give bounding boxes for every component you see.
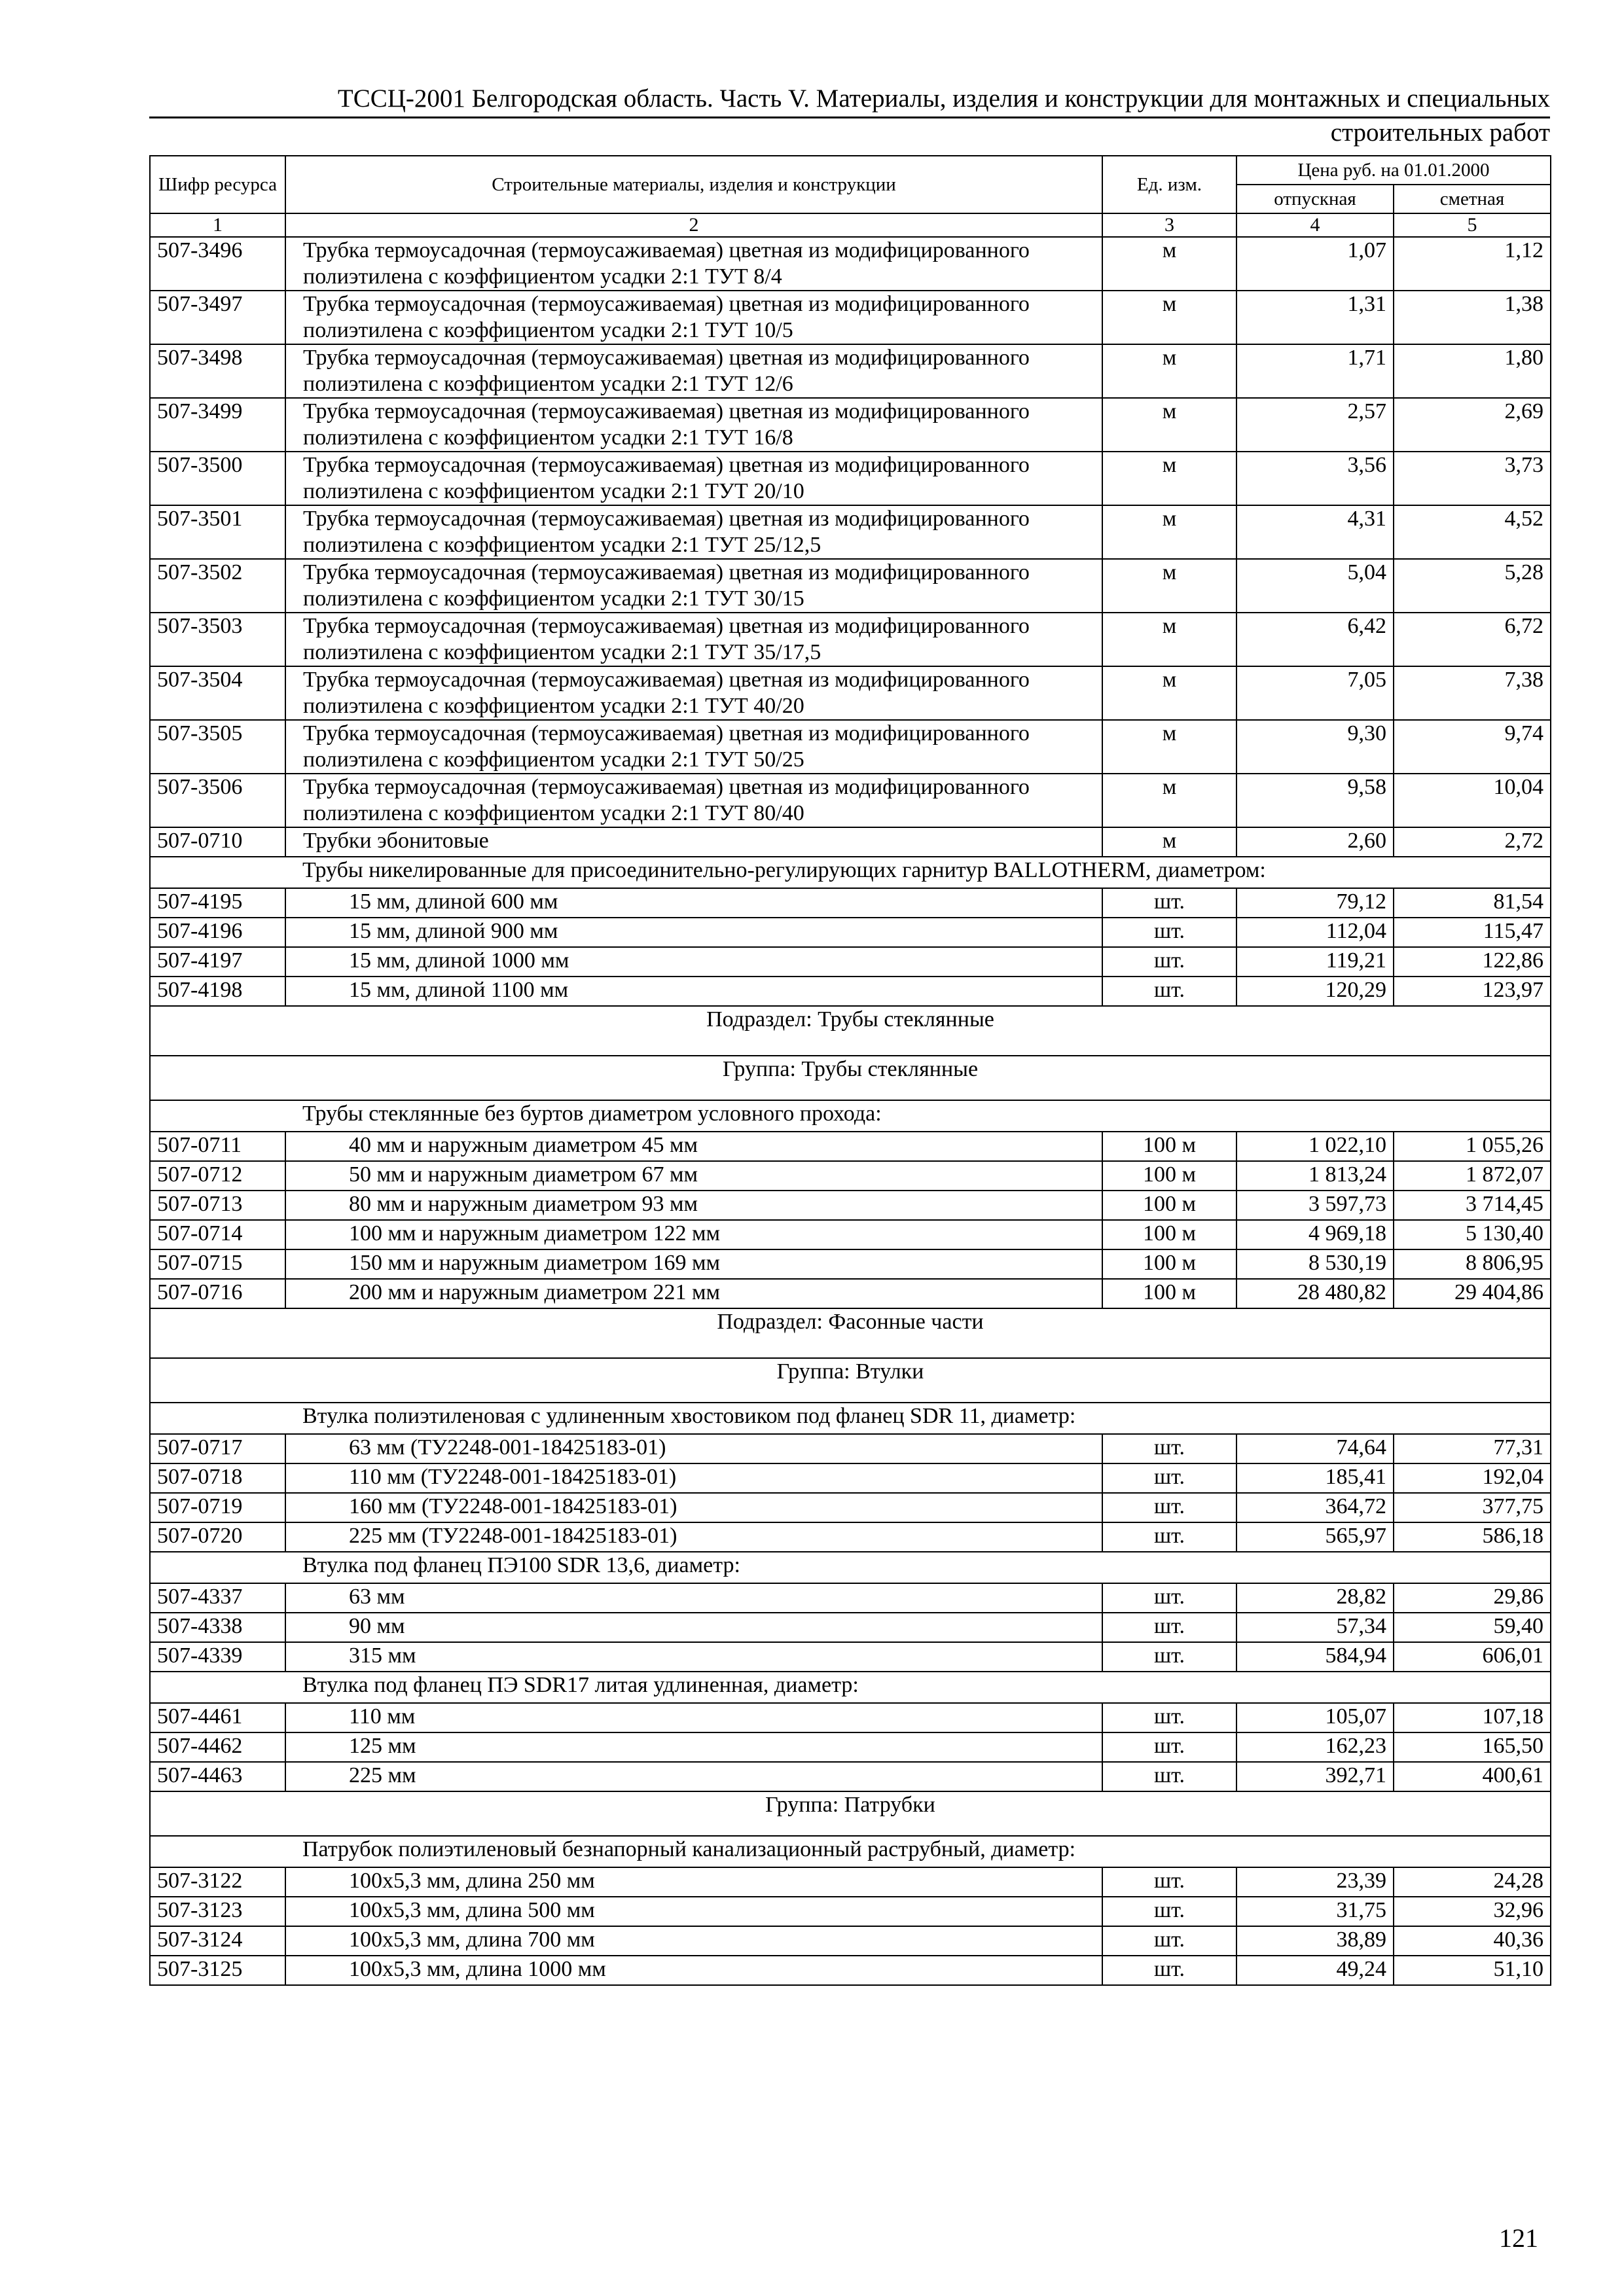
price-table-body (150, 237, 1551, 1985)
material-name: 160 мм (ТУ2248-001-18425183-01) (285, 1493, 1102, 1522)
subgroup-title: Патрубок полиэтиленовый безнапорный канализационный раструбный, диаметр: (150, 1836, 1551, 1867)
material-name: Трубка термоусадочная (термоусаживаемая) цветная из модифицированного полиэтилена с коэффициентом усадки 2:1 ТУТ 8/4 (285, 237, 1102, 291)
estimate-price: 192,04 (1394, 1463, 1551, 1493)
unit-of-measure: м (1102, 344, 1236, 398)
unit-of-measure: шт. (1102, 1897, 1236, 1926)
resource-code: 507-0716 (150, 1279, 285, 1308)
release-price: 565,97 (1236, 1522, 1394, 1552)
estimate-price: 165,50 (1394, 1732, 1551, 1762)
unit-of-measure: м (1102, 398, 1236, 452)
resource-code: 507-0719 (150, 1493, 285, 1522)
table-row (150, 452, 1551, 505)
resource-code: 507-0712 (150, 1161, 285, 1191)
table-row (150, 1249, 1551, 1279)
unit-of-measure: 100 м (1102, 1249, 1236, 1279)
material-name: 110 мм (285, 1703, 1102, 1732)
release-price: 28,82 (1236, 1583, 1394, 1613)
release-price: 9,30 (1236, 720, 1394, 774)
resource-code: 507-3503 (150, 613, 285, 666)
material-name: 63 мм (285, 1583, 1102, 1613)
release-price: 105,07 (1236, 1703, 1394, 1732)
resource-code: 507-3499 (150, 398, 285, 452)
table-row (150, 1762, 1551, 1791)
release-price: 1 813,24 (1236, 1161, 1394, 1191)
price-table (149, 155, 1551, 1986)
resource-code: 507-3506 (150, 774, 285, 827)
material-name: 100х5,3 мм, длина 1000 мм (285, 1956, 1102, 1985)
table-row (150, 1434, 1551, 1463)
table-row (150, 1703, 1551, 1732)
table-row (150, 505, 1551, 559)
estimate-price: 1,12 (1394, 237, 1551, 291)
estimate-price: 1,38 (1394, 291, 1551, 344)
release-price: 1,71 (1236, 344, 1394, 398)
estimate-price: 9,74 (1394, 720, 1551, 774)
resource-code: 507-4198 (150, 977, 285, 1006)
table-row (150, 291, 1551, 344)
unit-of-measure: 100 м (1102, 1132, 1236, 1161)
table-row (150, 827, 1551, 857)
table-row (150, 977, 1551, 1006)
resource-code: 507-0713 (150, 1191, 285, 1220)
unit-of-measure: м (1102, 720, 1236, 774)
table-row (150, 1463, 1551, 1493)
material-name: Трубка термоусадочная (термоусаживаемая) цветная из модифицированного полиэтилена с коэффициентом усадки 2:1 ТУТ 50/25 (285, 720, 1102, 774)
material-name: Трубка термоусадочная (термоусаживаемая) цветная из модифицированного полиэтилена с коэффициентом усадки 2:1 ТУТ 80/40 (285, 774, 1102, 827)
group-title: Группа: Втулки (150, 1358, 1551, 1403)
estimate-price: 6,72 (1394, 613, 1551, 666)
col-header-code: Шифр ресурса (150, 156, 285, 213)
resource-code: 507-3501 (150, 505, 285, 559)
resource-code: 507-3497 (150, 291, 285, 344)
table-row (150, 1220, 1551, 1249)
estimate-price: 2,69 (1394, 398, 1551, 452)
table-row (150, 237, 1551, 291)
subsection-row (150, 1308, 1551, 1358)
release-price: 8 530,19 (1236, 1249, 1394, 1279)
material-name: 90 мм (285, 1613, 1102, 1642)
estimate-price: 40,36 (1394, 1926, 1551, 1956)
release-price: 6,42 (1236, 613, 1394, 666)
unit-of-measure: м (1102, 613, 1236, 666)
unit-of-measure: 100 м (1102, 1279, 1236, 1308)
group-title: Группа: Трубы стеклянные (150, 1056, 1551, 1100)
table-row (150, 1867, 1551, 1897)
release-price: 119,21 (1236, 947, 1394, 977)
resource-code: 507-0717 (150, 1434, 285, 1463)
unit-of-measure: шт. (1102, 918, 1236, 947)
unit-of-measure: 100 м (1102, 1191, 1236, 1220)
estimate-price: 81,54 (1394, 888, 1551, 918)
release-price: 2,57 (1236, 398, 1394, 452)
estimate-price: 3 714,45 (1394, 1191, 1551, 1220)
group-row (150, 1056, 1551, 1100)
material-name: 100х5,3 мм, длина 700 мм (285, 1926, 1102, 1956)
resource-code: 507-0710 (150, 827, 285, 857)
table-row (150, 344, 1551, 398)
col-number: 4 (1236, 213, 1394, 237)
unit-of-measure: шт. (1102, 1493, 1236, 1522)
table-row (150, 1191, 1551, 1220)
estimate-price: 32,96 (1394, 1897, 1551, 1926)
release-price: 28 480,82 (1236, 1279, 1394, 1308)
estimate-price: 400,61 (1394, 1762, 1551, 1791)
table-row (150, 1613, 1551, 1642)
resource-code: 507-3496 (150, 237, 285, 291)
resource-code: 507-3123 (150, 1897, 285, 1926)
material-name: 100х5,3 мм, длина 500 мм (285, 1897, 1102, 1926)
material-name: Трубка термоусадочная (термоусаживаемая) цветная из модифицированного полиэтилена с коэффициентом усадки 2:1 ТУТ 20/10 (285, 452, 1102, 505)
material-name: Трубка термоусадочная (термоусаживаемая) цветная из модифицированного полиэтилена с коэффициентом усадки 2:1 ТУТ 12/6 (285, 344, 1102, 398)
table-row (150, 947, 1551, 977)
release-price: 1,07 (1236, 237, 1394, 291)
col-number-row (150, 213, 1551, 237)
table-row (150, 1161, 1551, 1191)
resource-code: 507-0714 (150, 1220, 285, 1249)
release-price: 7,05 (1236, 666, 1394, 720)
col-header-name: Строительные материалы, изделия и конструкции (285, 156, 1102, 213)
unit-of-measure: м (1102, 774, 1236, 827)
table-row (150, 1732, 1551, 1762)
release-price: 57,34 (1236, 1613, 1394, 1642)
unit-of-measure: шт. (1102, 1732, 1236, 1762)
table-row (150, 888, 1551, 918)
material-name: 80 мм и наружным диаметром 93 мм (285, 1191, 1102, 1220)
unit-of-measure: шт. (1102, 947, 1236, 977)
resource-code: 507-4197 (150, 947, 285, 977)
material-name: 15 мм, длиной 900 мм (285, 918, 1102, 947)
resource-code: 507-3505 (150, 720, 285, 774)
unit-of-measure: шт. (1102, 1867, 1236, 1897)
unit-of-measure: м (1102, 666, 1236, 720)
estimate-price: 29,86 (1394, 1583, 1551, 1613)
estimate-price: 1 055,26 (1394, 1132, 1551, 1161)
release-price: 3,56 (1236, 452, 1394, 505)
document-header-title: ТССЦ-2001 Белгородская область. Часть V. Материалы, изделия и конструкции для монтажных и специальных (337, 84, 1550, 113)
table-row (150, 1583, 1551, 1613)
col-header-price-group: Цена руб. на 01.01.2000 (1236, 156, 1551, 185)
unit-of-measure: шт. (1102, 1762, 1236, 1791)
table-row (150, 1897, 1551, 1926)
resource-code: 507-4463 (150, 1762, 285, 1791)
material-name: 50 мм и наружным диаметром 67 мм (285, 1161, 1102, 1191)
release-price: 2,60 (1236, 827, 1394, 857)
material-name: Трубка термоусадочная (термоусаживаемая) цветная из модифицированного полиэтилена с коэффициентом усадки 2:1 ТУТ 10/5 (285, 291, 1102, 344)
table-row (150, 720, 1551, 774)
material-name: 110 мм (ТУ2248-001-18425183-01) (285, 1463, 1102, 1493)
release-price: 120,29 (1236, 977, 1394, 1006)
estimate-price: 107,18 (1394, 1703, 1551, 1732)
resource-code: 507-4196 (150, 918, 285, 947)
material-name: 315 мм (285, 1642, 1102, 1672)
unit-of-measure: м (1102, 237, 1236, 291)
material-name: Трубка термоусадочная (термоусаживаемая) цветная из модифицированного полиэтилена с коэффициентом усадки 2:1 ТУТ 16/8 (285, 398, 1102, 452)
unit-of-measure: шт. (1102, 1522, 1236, 1552)
estimate-price: 5,28 (1394, 559, 1551, 613)
col-number: 3 (1102, 213, 1236, 237)
release-price: 185,41 (1236, 1463, 1394, 1493)
release-price: 9,58 (1236, 774, 1394, 827)
resource-code: 507-3502 (150, 559, 285, 613)
material-name: 200 мм и наружным диаметром 221 мм (285, 1279, 1102, 1308)
unit-of-measure: м (1102, 291, 1236, 344)
unit-of-measure: шт. (1102, 1642, 1236, 1672)
material-name: Трубка термоусадочная (термоусаживаемая) цветная из модифицированного полиэтилена с коэффициентом усадки 2:1 ТУТ 40/20 (285, 666, 1102, 720)
col-header-estimate-price: сметная (1394, 185, 1551, 213)
unit-of-measure: 100 м (1102, 1161, 1236, 1191)
estimate-price: 5 130,40 (1394, 1220, 1551, 1249)
unit-of-measure: м (1102, 559, 1236, 613)
col-number: 5 (1394, 213, 1551, 237)
estimate-price: 4,52 (1394, 505, 1551, 559)
estimate-price: 77,31 (1394, 1434, 1551, 1463)
release-price: 112,04 (1236, 918, 1394, 947)
unit-of-measure: шт. (1102, 1703, 1236, 1732)
subgroup-row (150, 1552, 1551, 1583)
material-name: Трубка термоусадочная (термоусаживаемая) цветная из модифицированного полиэтилена с коэффициентом усадки 2:1 ТУТ 35/17,5 (285, 613, 1102, 666)
material-name: Трубки эбонитовые (285, 827, 1102, 857)
material-name: 63 мм (ТУ2248-001-18425183-01) (285, 1434, 1102, 1463)
group-row (150, 1358, 1551, 1403)
estimate-price: 24,28 (1394, 1867, 1551, 1897)
table-row (150, 1926, 1551, 1956)
release-price: 364,72 (1236, 1493, 1394, 1522)
release-price: 392,71 (1236, 1762, 1394, 1791)
estimate-price: 3,73 (1394, 452, 1551, 505)
unit-of-measure: м (1102, 505, 1236, 559)
estimate-price: 2,72 (1394, 827, 1551, 857)
resource-code: 507-0715 (150, 1249, 285, 1279)
table-row (150, 1279, 1551, 1308)
estimate-price: 122,86 (1394, 947, 1551, 977)
material-name: Трубка термоусадочная (термоусаживаемая) цветная из модифицированного полиэтилена с коэффициентом усадки 2:1 ТУТ 25/12,5 (285, 505, 1102, 559)
material-name: Трубка термоусадочная (термоусаживаемая) цветная из модифицированного полиэтилена с коэффициентом усадки 2:1 ТУТ 30/15 (285, 559, 1102, 613)
unit-of-measure: шт. (1102, 1956, 1236, 1985)
unit-of-measure: шт. (1102, 1463, 1236, 1493)
estimate-price: 586,18 (1394, 1522, 1551, 1552)
resource-code: 507-4461 (150, 1703, 285, 1732)
subgroup-title: Трубы стеклянные без буртов диаметром условного прохода: (150, 1100, 1551, 1132)
estimate-price: 1,80 (1394, 344, 1551, 398)
release-price: 1 022,10 (1236, 1132, 1394, 1161)
resource-code: 507-3498 (150, 344, 285, 398)
subgroup-row (150, 1672, 1551, 1703)
material-name: 15 мм, длиной 1000 мм (285, 947, 1102, 977)
unit-of-measure: м (1102, 827, 1236, 857)
resource-code: 507-4195 (150, 888, 285, 918)
estimate-price: 115,47 (1394, 918, 1551, 947)
unit-of-measure: шт. (1102, 1926, 1236, 1956)
resource-code: 507-0720 (150, 1522, 285, 1552)
resource-code: 507-3125 (150, 1956, 285, 1985)
resource-code: 507-4338 (150, 1613, 285, 1642)
material-name: 15 мм, длиной 600 мм (285, 888, 1102, 918)
estimate-price: 7,38 (1394, 666, 1551, 720)
unit-of-measure: шт. (1102, 1583, 1236, 1613)
table-row (150, 1132, 1551, 1161)
col-number: 1 (150, 213, 285, 237)
estimate-price: 606,01 (1394, 1642, 1551, 1672)
group-row (150, 1791, 1551, 1836)
unit-of-measure: шт. (1102, 888, 1236, 918)
subsection-title: Подраздел: Фасонные части (150, 1308, 1551, 1358)
group-title: Группа: Патрубки (150, 1791, 1551, 1836)
release-price: 74,64 (1236, 1434, 1394, 1463)
material-name: 15 мм, длиной 1100 мм (285, 977, 1102, 1006)
table-row (150, 1493, 1551, 1522)
document-header-subtitle: строительных работ (1330, 118, 1550, 147)
release-price: 584,94 (1236, 1642, 1394, 1672)
material-name: 100х5,3 мм, длина 250 мм (285, 1867, 1102, 1897)
material-name: 125 мм (285, 1732, 1102, 1762)
estimate-price: 51,10 (1394, 1956, 1551, 1985)
release-price: 5,04 (1236, 559, 1394, 613)
table-row (150, 918, 1551, 947)
table-row (150, 1522, 1551, 1552)
table-row (150, 1642, 1551, 1672)
release-price: 162,23 (1236, 1732, 1394, 1762)
resource-code: 507-4462 (150, 1732, 285, 1762)
release-price: 23,39 (1236, 1867, 1394, 1897)
table-row (150, 398, 1551, 452)
subgroup-title: Втулка под фланец ПЭ SDR17 литая удлиненная, диаметр: (150, 1672, 1551, 1703)
subgroup-row (150, 1836, 1551, 1867)
estimate-price: 10,04 (1394, 774, 1551, 827)
subgroup-row (150, 857, 1551, 888)
resource-code: 507-4337 (150, 1583, 285, 1613)
page-number: 121 (1499, 2223, 1538, 2253)
material-name: 40 мм и наружным диаметром 45 мм (285, 1132, 1102, 1161)
estimate-price: 123,97 (1394, 977, 1551, 1006)
resource-code: 507-0718 (150, 1463, 285, 1493)
subsection-row (150, 1006, 1551, 1056)
release-price: 4 969,18 (1236, 1220, 1394, 1249)
estimate-price: 8 806,95 (1394, 1249, 1551, 1279)
subgroup-title: Втулка полиэтиленовая с удлиненным хвостовиком под фланец SDR 11, диаметр: (150, 1403, 1551, 1434)
resource-code: 507-4339 (150, 1642, 285, 1672)
material-name: 150 мм и наружным диаметром 169 мм (285, 1249, 1102, 1279)
subgroup-title: Втулка под фланец ПЭ100 SDR 13,6, диаметр: (150, 1552, 1551, 1583)
material-name: 225 мм (285, 1762, 1102, 1791)
estimate-price: 29 404,86 (1394, 1279, 1551, 1308)
material-name: 225 мм (ТУ2248-001-18425183-01) (285, 1522, 1102, 1552)
table-row (150, 1956, 1551, 1985)
resource-code: 507-3504 (150, 666, 285, 720)
release-price: 4,31 (1236, 505, 1394, 559)
release-price: 1,31 (1236, 291, 1394, 344)
release-price: 49,24 (1236, 1956, 1394, 1985)
subgroup-row (150, 1100, 1551, 1132)
material-name: 100 мм и наружным диаметром 122 мм (285, 1220, 1102, 1249)
release-price: 79,12 (1236, 888, 1394, 918)
col-header-release-price: отпускная (1236, 185, 1394, 213)
resource-code: 507-3124 (150, 1926, 285, 1956)
release-price: 3 597,73 (1236, 1191, 1394, 1220)
table-row (150, 666, 1551, 720)
unit-of-measure: шт. (1102, 1613, 1236, 1642)
table-row (150, 559, 1551, 613)
estimate-price: 1 872,07 (1394, 1161, 1551, 1191)
unit-of-measure: м (1102, 452, 1236, 505)
subsection-title: Подраздел: Трубы стеклянные (150, 1006, 1551, 1056)
release-price: 31,75 (1236, 1897, 1394, 1926)
resource-code: 507-3122 (150, 1867, 285, 1897)
table-row (150, 613, 1551, 666)
resource-code: 507-0711 (150, 1132, 285, 1161)
table-row (150, 774, 1551, 827)
unit-of-measure: шт. (1102, 1434, 1236, 1463)
subgroup-title: Трубы никелированные для присоединительно-регулирующих гарнитур BALLOTHERM, диаметром: (150, 857, 1551, 888)
unit-of-measure: 100 м (1102, 1220, 1236, 1249)
estimate-price: 59,40 (1394, 1613, 1551, 1642)
subgroup-row (150, 1403, 1551, 1434)
col-header-unit: Ед. изм. (1102, 156, 1236, 213)
release-price: 38,89 (1236, 1926, 1394, 1956)
col-number: 2 (285, 213, 1102, 237)
resource-code: 507-3500 (150, 452, 285, 505)
estimate-price: 377,75 (1394, 1493, 1551, 1522)
unit-of-measure: шт. (1102, 977, 1236, 1006)
